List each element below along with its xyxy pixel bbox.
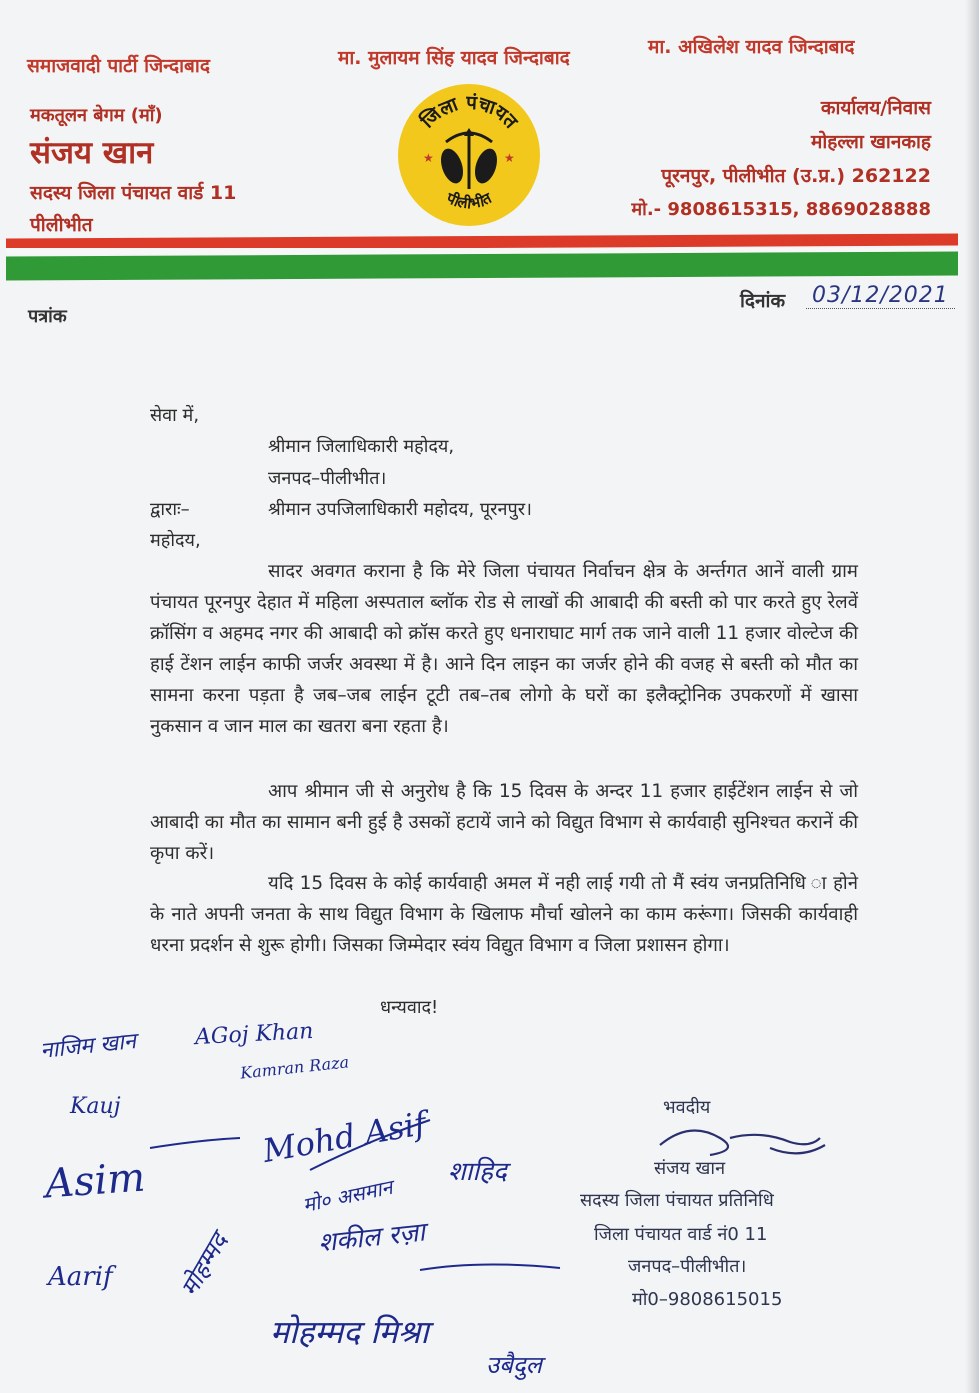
- office-locality: मोहल्ला खानकाह: [811, 131, 931, 153]
- body-paragraph-3: यदि 15 दिवस के कोई कार्यवाही अमल में नही लाई गयी तो मैं स्वंय जनप्रतिनिधि ा होने के नाते अपनी जनता के साथ विद्युत विभाग के खिलाफ मौर्चा खोलने का काम करूंगा। जिसकी कार्यवाही धरना प्रदर्शन से शुरू होगी। जिसका जिम्मेदार स्वंय विद्युत विभाग व जिला प्रशासन होगा।: [150, 873, 858, 956]
- seva-line: सेवा में,: [150, 405, 200, 426]
- svg-text:★: ★: [423, 151, 434, 165]
- recipient-line-2: जनपद–पीलीभीत।: [268, 468, 387, 489]
- office-address-block: [631, 91, 931, 227]
- logo-text-bottom: पीलीभीत: [443, 188, 495, 213]
- signature-strokes: [40, 1100, 640, 1380]
- thanks-line: धन्यवाद!: [380, 997, 439, 1018]
- body-paragraph-1: सादर अवगत कराना है कि मेरे जिला पंचायत निर्वाचन क्षेत्र के अर्न्तगत आनें वाली ग्राम पंचायत पूरनपुर देहात में महिला अस्पताल ब्लॉक रोड से लाखों की आबादी की बस्ती को पार करते हुए रेलवें क्रॉसिंग व अहमद नगर की आबादी को क्रॉस करते हुए धनाराघाट मार्ग तक जाने वाली 11 हजार वोल्टेज की हाई टेंशन लाईन काफी जर्जर अवस्था में है। आने दिन लाइन का जर्जर होने की वजह से बस्ती को मौत का सामना करना पड़ता है जब–जब लाईन टूटी तब–तब लोगो के घरों का इलैक्ट्रोनिक उपकरणों में खासा नुकसान व जान माल का खतरा बना रहता है।: [150, 561, 858, 737]
- logo-emblem: [398, 84, 540, 226]
- header-stripe-green: [6, 252, 958, 281]
- handwritten-signature-2: AGoj Khan: [194, 1018, 314, 1051]
- handwritten-signature-13: उबैदुल: [486, 1351, 542, 1379]
- handwritten-signature-1: नाजिम खान: [39, 1029, 138, 1064]
- bhavdiya-label: भवदीय: [663, 1097, 711, 1118]
- sender-block: [30, 103, 236, 237]
- handwritten-signature-5: Asim: [43, 1154, 147, 1208]
- zila-panchayat-logo: [398, 84, 540, 226]
- handwritten-signature-10: Aarif: [48, 1262, 113, 1292]
- sender-mother: मकतूलन बेगम (माँ): [30, 105, 163, 126]
- slogan-akhilesh: मा. अखिलेश यादव जिन्दाबाद: [648, 36, 855, 58]
- signatory-name: संजय खान: [654, 1158, 726, 1179]
- handwritten-signature-3: Kamran Raza: [239, 1052, 350, 1083]
- patrank-label: पत्रांक: [28, 306, 67, 327]
- signatory-phone: मो0–9808615015: [632, 1289, 783, 1310]
- office-address: पूरनपुर, पीलीभीत (उ.प्र.) 262122: [661, 165, 931, 187]
- signatory-district: जनपद–पीलीभीत।: [628, 1256, 747, 1277]
- slogan-party: समाजवादी पार्टी जिन्दाबाद: [27, 55, 210, 77]
- date-value: 03/12/2021: [806, 283, 955, 309]
- svg-text:★: ★: [504, 151, 515, 165]
- handwritten-signature-6: Mohd Asif: [259, 1103, 429, 1171]
- date-label: दिनांक: [740, 290, 786, 312]
- sender-name: संजय खान: [30, 135, 154, 171]
- logo-text-top: जिला पंचायत: [416, 91, 522, 133]
- handwritten-signature-8: मो० असमान: [300, 1174, 395, 1218]
- sender-designation: सदस्य जिला पंचायत वार्ड 11: [30, 182, 237, 204]
- salutation: महोदय,: [150, 530, 201, 551]
- handwritten-signature-11: मोहम्मद: [175, 1228, 234, 1302]
- office-phone: मो.- 9808615315, 8869028888: [631, 199, 931, 220]
- signatory-designation: सदस्य जिला पंचायत प्रतिनिधि: [580, 1190, 774, 1211]
- body-paragraph-2: आप श्रीमान जी से अनुरोध है कि 15 दिवस के अन्दर 11 हजार हाईटेंशन लाईन से जो आबादी का मौत का सामान बनी हुई है उसकों हटायें जाने को विद्युत विभाग से कार्यवाही सुनिश्चत करानें की कृपा करें।: [150, 781, 858, 864]
- office-label: कार्यालय/निवास: [820, 97, 931, 119]
- sender-district: पीलीभीत: [30, 214, 93, 236]
- dwara-recipient: श्रीमान उपजिलाधिकारी महोदय, पूरनपुर।: [268, 499, 532, 520]
- dwara-label: द्वाराः–: [150, 499, 190, 520]
- handwritten-signature-4: Kauj: [70, 1094, 121, 1119]
- handwritten-signature-7: शाहिद: [448, 1157, 507, 1187]
- page-edge-shadow: [965, 0, 979, 1393]
- signatory-ward: जिला पंचायत वार्ड नं0 11: [594, 1224, 768, 1245]
- handwritten-signature-9: शकील रज़ा: [316, 1217, 427, 1259]
- slogan-mulayam: मा. मुलायम सिंह यादव जिन्दाबाद: [338, 47, 570, 69]
- recipient-line-1: श्रीमान जिलाधिकारी महोदय,: [268, 436, 455, 457]
- handwritten-signature-12: मोहम्मद मिश्रा: [270, 1313, 429, 1351]
